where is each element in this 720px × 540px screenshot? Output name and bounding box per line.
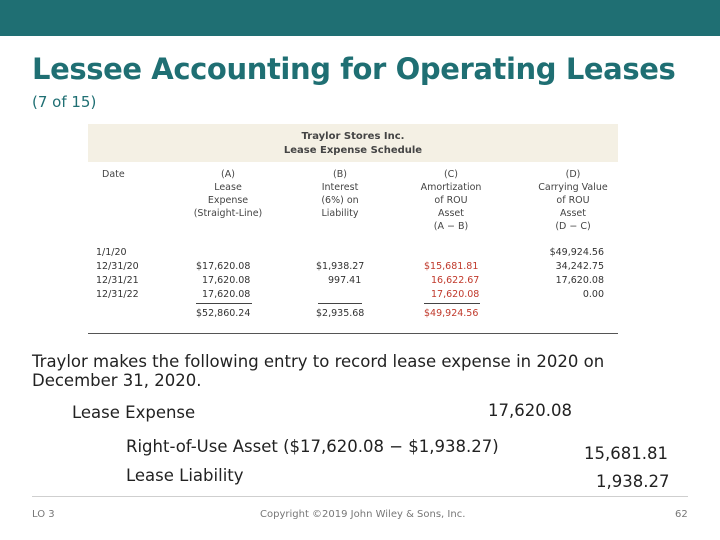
- column-header-amortization: (C) Amortization of ROU Asset (A − B): [420, 169, 482, 232]
- row-date: 1/1/20: [96, 247, 127, 258]
- row-date: 12/31/21: [96, 275, 139, 286]
- total-amortization: $49,924.56: [424, 308, 479, 319]
- row-amortization: $15,681.81: [424, 261, 479, 272]
- row-carrying-value: 0.00: [582, 289, 604, 300]
- row-carrying-value: 17,620.08: [555, 275, 604, 286]
- entry-debit-account: Lease Expense: [72, 403, 196, 422]
- footer-divider: [32, 496, 688, 497]
- entry-credit-account: Right-of-Use Asset ($17,620.08 − $1,938.27): [126, 437, 499, 456]
- entry-debit-amount: 17,620.08: [488, 401, 572, 420]
- column-header-date: Date: [102, 169, 125, 180]
- entry-credit-amount: 15,681.81: [584, 444, 668, 463]
- row-amortization: 17,620.08: [431, 289, 480, 300]
- row-interest: $1,938.27: [316, 261, 365, 272]
- row-carrying-value: 34,242.75: [555, 261, 604, 272]
- schedule-name: Lease Expense Schedule: [283, 145, 423, 156]
- top-banner: [0, 0, 720, 36]
- footer-learning-objective: LO 3: [32, 509, 55, 520]
- entry-credit-amount: 1,938.27: [596, 472, 670, 491]
- row-carrying-value: $49,924.56: [549, 247, 604, 258]
- slide-subtitle: (7 of 15): [32, 93, 97, 111]
- schedule-bottom-rule: [88, 333, 618, 334]
- subtotal-rule: [196, 303, 252, 304]
- row-amortization: 16,622.67: [431, 275, 480, 286]
- row-interest: 997.41: [328, 275, 362, 286]
- entry-credit-account: Lease Liability: [126, 466, 244, 485]
- column-header-carrying-value: (D) Carrying Value of ROU Asset (D − C): [538, 169, 608, 232]
- subtotal-rule: [318, 303, 362, 304]
- column-header-interest: (B) Interest (6%) on Liability: [321, 169, 359, 219]
- row-date: 12/31/20: [96, 261, 139, 272]
- column-header-lease-expense: (A) Lease Expense (Straight-Line): [193, 169, 263, 219]
- row-lease-expense: 17,620.08: [202, 275, 251, 286]
- row-lease-expense: 17,620.08: [202, 289, 251, 300]
- row-date: 12/31/22: [96, 289, 139, 300]
- schedule-company: Traylor Stores Inc.: [301, 131, 405, 142]
- subtotal-rule: [424, 303, 480, 304]
- lease-expense-schedule: [88, 124, 618, 334]
- total-interest: $2,935.68: [316, 308, 365, 319]
- schedule-header: [88, 124, 618, 162]
- row-lease-expense: $17,620.08: [196, 261, 251, 272]
- footer-copyright: Copyright ©2019 John Wiley & Sons, Inc.: [260, 509, 466, 520]
- page-number: 62: [675, 509, 688, 520]
- slide-title: Lessee Accounting for Operating Leases: [32, 52, 676, 86]
- body-paragraph: Traylor makes the following entry to record lease expense in 2020 on December 31, 2020.: [32, 352, 605, 390]
- total-lease-expense: $52,860.24: [196, 308, 251, 319]
